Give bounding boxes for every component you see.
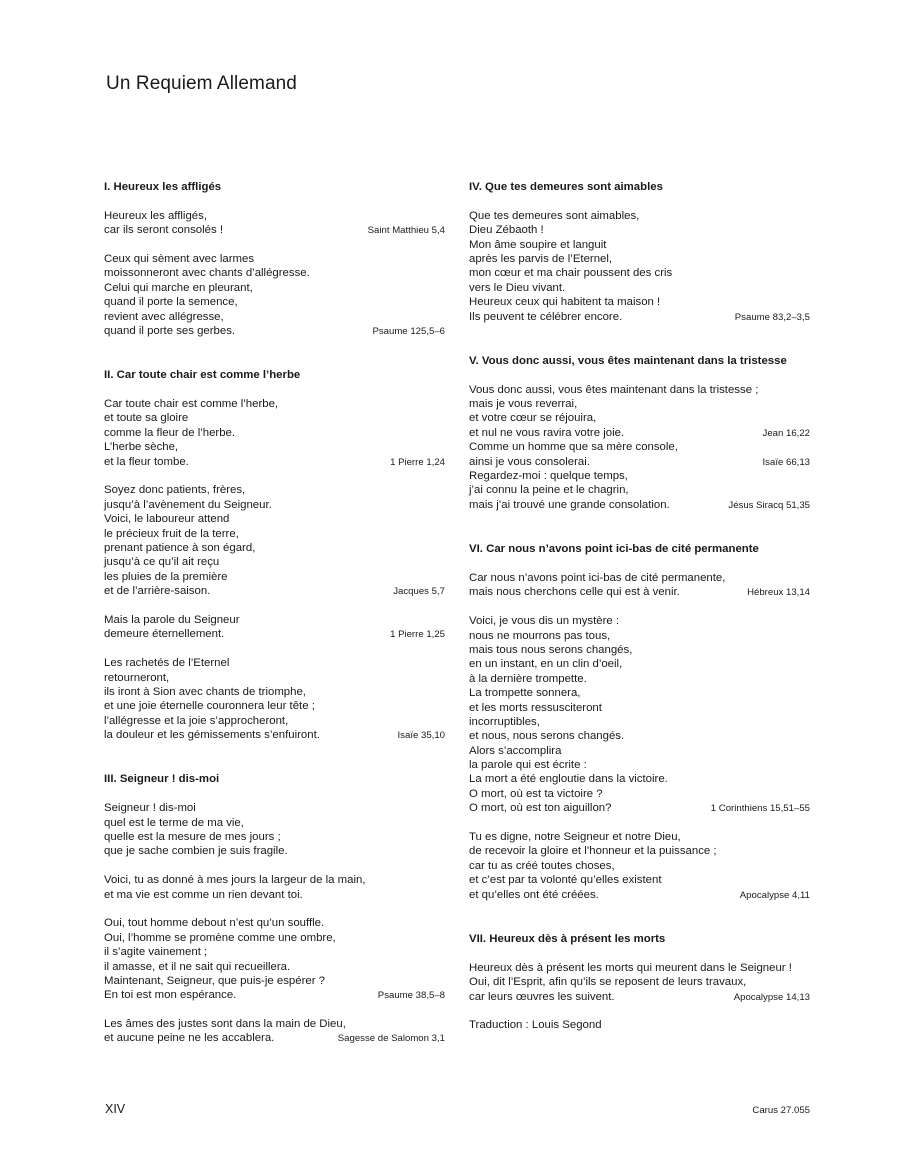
- line-text: ils iront à Sion avec chants de triomphe,: [104, 685, 306, 698]
- text-line: [104, 455, 445, 469]
- stanza: [469, 383, 810, 513]
- stanza: [469, 830, 810, 902]
- text-line: [469, 772, 810, 786]
- line-text: vers le Dieu vivant.: [469, 281, 566, 294]
- text-line: [469, 657, 810, 671]
- text-line: [469, 469, 810, 483]
- text-line: [104, 1031, 445, 1045]
- line-text: et aucune peine ne les accablera.: [104, 1032, 275, 1045]
- text-line: [469, 411, 810, 425]
- stanza: [104, 397, 445, 469]
- line-text: Car nous n’avons point ici-bas de cité permanente,: [469, 571, 726, 584]
- line-text: après les parvis de l’Eternel,: [469, 252, 613, 265]
- line-text: Vous donc aussi, vous êtes maintenant dans la tristesse ;: [469, 383, 759, 396]
- line-text: l’allégresse et la joie s’approcheront,: [104, 714, 289, 727]
- line-text: O mort, où est ta victoire ?: [469, 787, 603, 800]
- stanza: [469, 961, 810, 1004]
- text-line: [469, 961, 810, 975]
- section-heading: I. Heureux les affligés: [104, 181, 222, 193]
- text-line: [104, 584, 445, 598]
- text-line: [104, 498, 445, 512]
- line-text: Heureux dès à présent les morts qui meurent dans le Seigneur !: [469, 961, 792, 974]
- text-line: [104, 223, 445, 237]
- scripture-reference: Psaume 125,5–6: [372, 325, 445, 337]
- text-section: [469, 932, 810, 1033]
- section-heading: VII. Heureux dès à présent les morts: [469, 932, 666, 945]
- line-text: moissonneront avec chants d’allégresse.: [104, 267, 310, 280]
- text-line: [104, 816, 445, 830]
- text-line: [469, 383, 810, 397]
- line-text: car leurs œuvres les suivent.: [469, 990, 615, 1003]
- left-column: [104, 180, 445, 1076]
- text-line: [104, 960, 445, 974]
- text-line: [104, 570, 445, 584]
- line-text: Ils peuvent te célébrer encore.: [469, 310, 623, 323]
- text-line: [469, 252, 810, 266]
- stanza: [104, 252, 445, 338]
- text-line: [469, 455, 810, 469]
- text-line: [469, 571, 810, 585]
- scripture-reference: 1 Corinthiens 15,51–55: [710, 803, 810, 815]
- stanza: [104, 801, 445, 859]
- line-text: mais nous cherchons celle qui est à venir.: [469, 586, 680, 599]
- text-line: [469, 483, 810, 497]
- line-text: Tu es digne, notre Seigneur et notre Dieu,: [469, 831, 681, 844]
- text-line: [104, 685, 445, 699]
- text-line: [104, 310, 445, 324]
- text-line: [104, 512, 445, 526]
- line-text: et toute sa gloire: [104, 412, 189, 425]
- text-section: [104, 772, 445, 1045]
- scripture-reference: Saint Matthieu 5,4: [367, 225, 445, 237]
- line-text: quel est le terme de ma vie,: [104, 816, 244, 829]
- text-line: [104, 281, 445, 295]
- scripture-reference: Sagesse de Salomon 3,1: [337, 1033, 445, 1045]
- line-text: et nul ne vous ravira votre joie.: [469, 426, 625, 439]
- text-line: [104, 1017, 445, 1031]
- line-text: car ils seront consolés !: [104, 224, 224, 237]
- stanza: [104, 209, 445, 238]
- text-line: [104, 627, 445, 641]
- scripture-reference: Isaïe 35,10: [397, 730, 445, 742]
- text-line: [469, 266, 810, 280]
- text-line: [104, 324, 445, 338]
- text-line: [104, 426, 445, 440]
- text-line: [104, 483, 445, 497]
- text-line: [104, 209, 445, 223]
- text-line: [469, 873, 810, 887]
- section-heading: V. Vous donc aussi, vous êtes maintenant dans la tristesse: [469, 354, 787, 367]
- text-line: [104, 830, 445, 844]
- text-section: [104, 180, 445, 338]
- section-heading: IV. Que tes demeures sont aimables: [469, 181, 663, 193]
- line-text: les pluies de la première: [104, 570, 228, 583]
- line-text: car tu as créé toutes choses,: [469, 859, 615, 872]
- scripture-reference: Psaume 83,2–3,5: [734, 311, 810, 323]
- text-line: [104, 888, 445, 902]
- text-line: [469, 701, 810, 715]
- stanza: [104, 613, 445, 642]
- line-text: Que tes demeures sont aimables,: [469, 209, 640, 222]
- scripture-reference: Psaume 38,5–8: [377, 990, 445, 1002]
- catalog-number: Carus 27.055: [752, 1105, 810, 1116]
- text-line: [469, 397, 810, 411]
- scripture-reference: Apocalypse 14,13: [733, 991, 810, 1003]
- line-text: Ceux qui sèment avec larmes: [104, 252, 255, 265]
- text-line: [104, 252, 445, 266]
- line-text: Soyez donc patients, frères,: [104, 484, 246, 497]
- stanza: [469, 209, 810, 324]
- line-text: il s’agite vainement ;: [104, 946, 208, 959]
- text-section: [469, 542, 810, 902]
- text-line: [104, 397, 445, 411]
- section-heading: III. Seigneur ! dis-moi: [104, 773, 220, 786]
- line-text: en un instant, en un clin d’oeil,: [469, 658, 623, 671]
- line-text: quand il porte ses gerbes.: [104, 324, 236, 337]
- text-line: [469, 498, 810, 512]
- text-line: [469, 844, 810, 858]
- line-text: Mon âme soupire et languit: [469, 238, 607, 251]
- line-text: ainsi je vous consolerai.: [469, 455, 590, 468]
- text-line: [469, 801, 810, 815]
- line-text: Oui, dit l’Esprit, afin qu’ils se reposent de leurs travaux,: [469, 976, 747, 989]
- text-line: [104, 411, 445, 425]
- line-text: retourneront,: [104, 671, 170, 684]
- line-text: mon cœur et ma chair poussent des cris: [469, 267, 673, 280]
- text-line: [104, 945, 445, 959]
- line-text: mais tous nous serons changés,: [469, 643, 633, 656]
- text-line: [469, 629, 810, 643]
- text-line: [469, 686, 810, 700]
- section-heading: II. Car toute chair est comme l’herbe: [104, 369, 301, 382]
- text-line: [104, 699, 445, 713]
- line-text: comme la fleur de l’herbe.: [104, 426, 236, 439]
- stanza: [469, 571, 810, 600]
- line-text: j’ai connu la peine et le chagrin,: [469, 484, 629, 497]
- text-line: [469, 310, 810, 324]
- text-line: [469, 614, 810, 628]
- line-text: En toi est mon espérance.: [104, 989, 237, 1002]
- line-text: incorruptibles,: [469, 715, 540, 728]
- line-text: de recevoir la gloire et l’honneur et la puissance ;: [469, 845, 717, 858]
- line-text: Seigneur ! dis-moi: [104, 802, 196, 815]
- text-line: [104, 974, 445, 988]
- scripture-reference: Jacques 5,7: [393, 586, 445, 598]
- line-text: Voici, je vous dis un mystère :: [469, 615, 620, 628]
- text-line: [104, 671, 445, 685]
- text-line: [104, 541, 445, 555]
- text-line: [104, 555, 445, 569]
- page-title: Un Requiem Allemand: [106, 73, 297, 94]
- line-text: Alors s’accomplira: [469, 744, 562, 757]
- text-line: [104, 295, 445, 309]
- line-text: Traduction : Louis Segond: [469, 1019, 602, 1032]
- line-text: La trompette sonnera,: [469, 687, 581, 700]
- text-section: [104, 368, 445, 742]
- line-text: revient avec allégresse,: [104, 310, 224, 323]
- line-text: et les morts ressusciteront: [469, 701, 602, 714]
- line-text: Maintenant, Seigneur, que puis-je espérer ?: [104, 974, 325, 987]
- line-text: Les rachetés de l’Eternel: [104, 657, 230, 670]
- text-line: [469, 729, 810, 743]
- stanza: [104, 873, 445, 902]
- stanza: [104, 656, 445, 742]
- line-text: La mort a été engloutie dans la victoire.: [469, 773, 668, 786]
- stanza: [104, 1017, 445, 1046]
- text-section: [469, 354, 810, 512]
- text-line: [104, 527, 445, 541]
- line-text: à la dernière trompette.: [469, 672, 587, 685]
- line-text: que je sache combien je suis fragile.: [104, 845, 288, 858]
- text-line: [104, 931, 445, 945]
- text-line: [104, 844, 445, 858]
- line-text: demeure éternellement.: [104, 628, 225, 641]
- stanza: [469, 614, 810, 815]
- text-line: [104, 656, 445, 670]
- line-text: Oui, tout homme debout n’est qu’un souffle.: [104, 917, 325, 930]
- line-text: nous ne mourrons pas tous,: [469, 629, 611, 642]
- line-text: jusqu’à l’avènement du Seigneur.: [104, 498, 272, 511]
- text-line: [469, 223, 810, 237]
- line-text: Oui, l’homme se promène comme une ombre,: [104, 931, 336, 944]
- text-line: [104, 801, 445, 815]
- text-line: [104, 873, 445, 887]
- line-text: et une joie éternelle couronnera leur tête ;: [104, 700, 315, 713]
- text-line: [469, 209, 810, 223]
- text-line: [469, 281, 810, 295]
- text-line: [469, 672, 810, 686]
- text-line: [104, 266, 445, 280]
- line-text: Voici, tu as donné à mes jours la largeur de la main,: [104, 874, 366, 887]
- line-text: Car toute chair est comme l’herbe,: [104, 398, 279, 411]
- line-text: Heureux les affligés,: [104, 209, 207, 222]
- line-text: la douleur et les gémissements s’enfuiront.: [104, 729, 320, 742]
- line-text: Comme un homme que sa mère console,: [469, 441, 678, 454]
- line-text: mais j’ai trouvé une grande consolation.: [469, 498, 670, 511]
- line-text: mais je vous reverrai,: [469, 398, 578, 411]
- line-text: Heureux ceux qui habitent ta maison !: [469, 296, 661, 309]
- text-line: [469, 715, 810, 729]
- scripture-reference: Apocalypse 4,11: [739, 889, 810, 901]
- text-line: [469, 990, 810, 1004]
- stanza: [104, 483, 445, 598]
- text-line: [469, 295, 810, 309]
- text-line: [104, 613, 445, 627]
- text-line: [469, 585, 810, 599]
- page-number: XIV: [105, 1102, 126, 1116]
- line-text: et votre cœur se réjouira,: [469, 412, 597, 425]
- right-column: [469, 180, 810, 1063]
- text-line: [469, 888, 810, 902]
- section-heading: VI. Car nous n’avons point ici-bas de cité permanente: [469, 543, 759, 556]
- text-section: [469, 180, 810, 324]
- scripture-reference: Jésus Siracq 51,35: [728, 499, 810, 511]
- text-line: [469, 643, 810, 657]
- line-text: quelle est la mesure de mes jours ;: [104, 831, 281, 844]
- line-text: et la fleur tombe.: [104, 455, 189, 468]
- text-line: [469, 238, 810, 252]
- text-line: [469, 787, 810, 801]
- scripture-reference: Isaïe 66,13: [762, 456, 810, 468]
- scripture-reference: Hébreux 13,14: [747, 587, 810, 599]
- scripture-reference: 1 Pierre 1,24: [390, 456, 445, 468]
- text-line: [469, 758, 810, 772]
- line-text: L’herbe sèche,: [104, 441, 179, 454]
- text-line: [104, 728, 445, 742]
- text-line: [469, 1018, 810, 1032]
- text-line: [469, 975, 810, 989]
- scripture-reference: Jean 16,22: [762, 427, 810, 439]
- line-text: prenant patience à son égard,: [104, 541, 256, 554]
- stanza: [104, 916, 445, 1002]
- line-text: Celui qui marche en pleurant,: [104, 281, 253, 294]
- text-line: [104, 440, 445, 454]
- line-text: Mais la parole du Seigneur: [104, 613, 240, 626]
- line-text: il amasse, et il ne sait qui recueillera.: [104, 960, 291, 973]
- line-text: la parole qui est écrite :: [469, 759, 587, 772]
- line-text: et c’est par ta volonté qu’elles existent: [469, 874, 662, 887]
- line-text: Les âmes des justes sont dans la main de Dieu,: [104, 1018, 346, 1031]
- text-line: [104, 916, 445, 930]
- scripture-reference: 1 Pierre 1,25: [390, 629, 445, 641]
- line-text: Dieu Zébaoth !: [469, 224, 544, 237]
- text-line: [104, 714, 445, 728]
- line-text: et de l’arrière-saison.: [104, 585, 211, 598]
- text-line: [469, 426, 810, 440]
- line-text: O mort, où est ton aiguillon?: [469, 802, 612, 815]
- line-text: et nous, nous serons changés.: [469, 730, 625, 743]
- line-text: quand il porte la semence,: [104, 296, 238, 309]
- line-text: Regardez-moi : quelque temps,: [469, 470, 628, 483]
- stanza: [469, 1018, 810, 1032]
- text-line: [469, 440, 810, 454]
- text-line: [469, 859, 810, 873]
- text-line: [104, 988, 445, 1002]
- line-text: le précieux fruit de la terre,: [104, 527, 239, 540]
- line-text: jusqu’à ce qu’il ait reçu: [104, 556, 220, 569]
- line-text: et qu’elles ont été créées.: [469, 888, 599, 901]
- line-text: Voici, le laboureur attend: [104, 513, 230, 526]
- text-line: [469, 830, 810, 844]
- text-line: [469, 744, 810, 758]
- line-text: et ma vie est comme un rien devant toi.: [104, 888, 303, 901]
